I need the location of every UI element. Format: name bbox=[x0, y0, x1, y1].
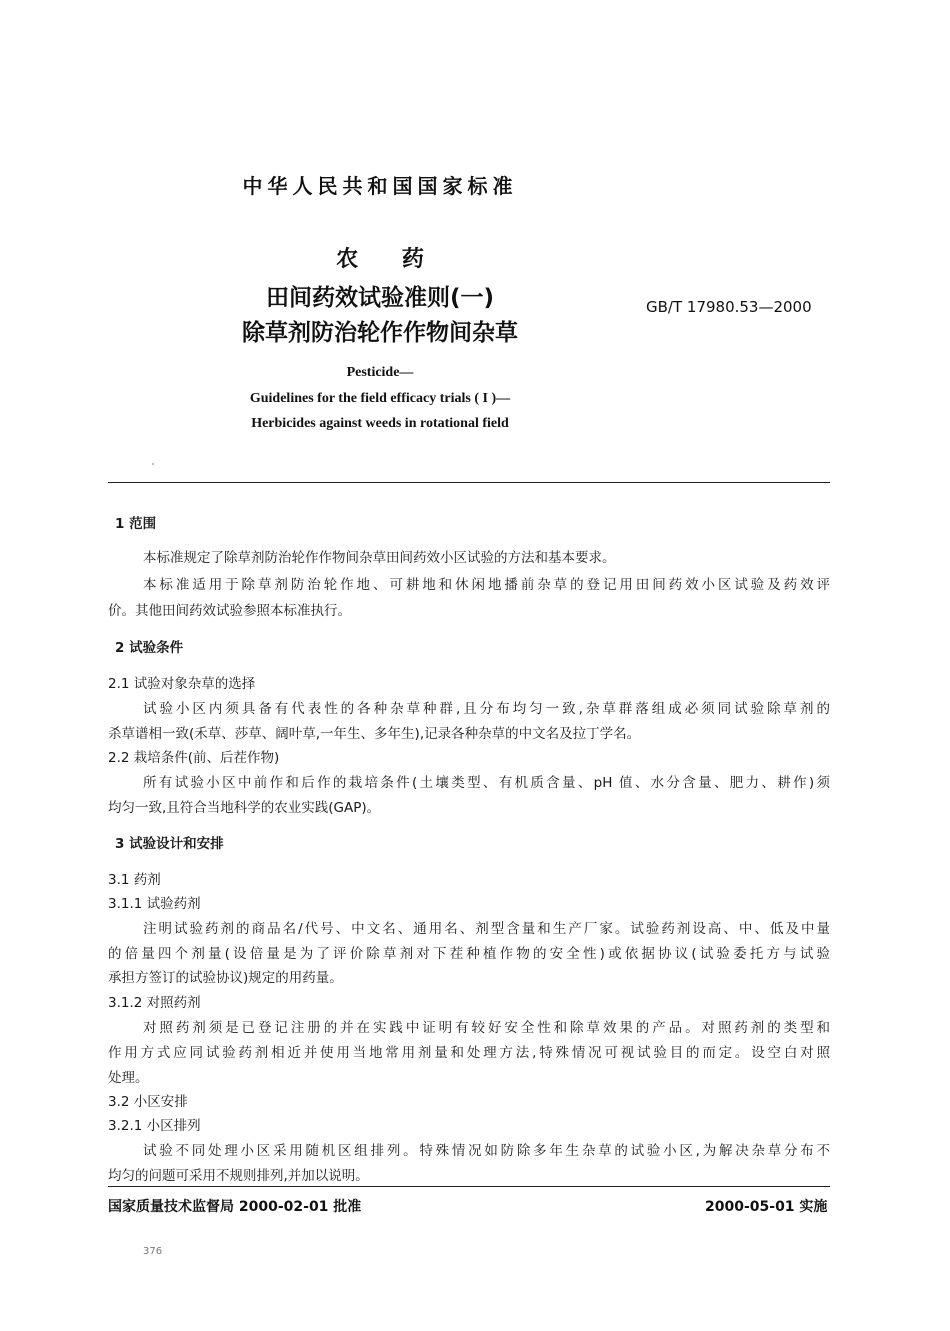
paragraph-line: 对照药剂须是已登记注册的并在实践中证明有较好安全性和除草效果的产品。对照药剂的类型和 bbox=[143, 1020, 830, 1036]
subsection-heading: 3.1 药剂 bbox=[108, 872, 161, 888]
english-title-line: Herbicides against weeds in rotational field bbox=[251, 416, 509, 431]
subsection-heading: 3.2.1 小区排列 bbox=[108, 1118, 201, 1134]
paragraph-line: 试验不同处理小区采用随机区组排列。特殊情况如防除多年生杂草的试验小区,为解决杂草分布不 bbox=[143, 1143, 830, 1159]
section-heading: 1 范围 bbox=[115, 516, 157, 532]
standard-code: GB/T 17980.53—2000 bbox=[646, 298, 812, 316]
paragraph-line: 试验小区内须具备有代表性的各种杂草种群,且分布均匀一致,杂草群落组成必须同试验除草剂的 bbox=[143, 701, 830, 717]
paragraph-line: 承担方签订的试验协议)规定的用药量。 bbox=[108, 970, 343, 986]
subsection-heading: 3.2 小区安排 bbox=[108, 1094, 188, 1110]
section-heading: 3 试验设计和安排 bbox=[115, 836, 224, 852]
approval-date: 国家质量技术监督局 2000-02-01 批准 bbox=[108, 1199, 362, 1215]
paragraph-line: 本标准适用于除草剂防治轮作地、可耕地和休闲地播前杂草的登记用田间药效小区试验及药效评 bbox=[143, 577, 830, 593]
paragraph-line: 注明试验药剂的商品名/代号、中文名、通用名、剂型含量和生产厂家。试验药剂设高、中、低及中量 bbox=[143, 921, 830, 937]
page-number: 376 bbox=[143, 1246, 163, 1257]
subsection-heading: 3.1.1 试验药剂 bbox=[108, 896, 201, 912]
title-pesticide: 农 药 bbox=[336, 247, 424, 272]
subsection-heading: 3.1.2 对照药剂 bbox=[108, 995, 201, 1011]
paragraph-line: 本标准规定了除草剂防治轮作作物间杂草田间药效小区试验的方法和基本要求。 bbox=[143, 550, 616, 566]
footer-divider bbox=[108, 1186, 830, 1187]
subsection-heading: 2.2 栽培条件(前、后茬作物) bbox=[108, 750, 280, 766]
title-guidelines: 田间药效试验准则(一) bbox=[265, 285, 495, 311]
english-title-line: Pesticide— bbox=[346, 365, 414, 380]
paragraph-line: 的倍量四个剂量(设倍量是为了评价除草剂对下茬种植作物的安全性)或依据协议(试验委托方与试验 bbox=[108, 946, 830, 962]
country-title: 中华人民共和国国家标准 bbox=[242, 174, 518, 198]
paragraph-line: 均匀一致,且符合当地科学的农业实践(GAP)。 bbox=[108, 800, 381, 816]
paragraph-line: 作用方式应同试验药剂相近并使用当地常用剂量和处理方法,特殊情况可视试验目的而定。设空白对照 bbox=[108, 1045, 830, 1061]
header-divider bbox=[108, 482, 830, 483]
section-heading: 2 试验条件 bbox=[115, 640, 184, 656]
paragraph-line: 所有试验小区中前作和后作的栽培条件(土壤类型、有机质含量、pH 值、水分含量、肥力、耕作)须 bbox=[143, 775, 830, 791]
paragraph-line: 杀草谱相一致(禾草、莎草、阔叶草,一年生、多年生),记录各种杂草的中文名及拉丁学名。 bbox=[108, 726, 641, 742]
implementation-date: 2000-05-01 实施 bbox=[705, 1199, 828, 1215]
scan-speck bbox=[152, 463, 154, 465]
paragraph-line: 价。其他田间药效试验参照本标准执行。 bbox=[108, 603, 351, 619]
subsection-heading: 2.1 试验对象杂草的选择 bbox=[108, 676, 256, 692]
title-herbicides: 除草剂防治轮作作物间杂草 bbox=[242, 320, 518, 346]
paragraph-line: 均匀的问题可采用不规则排列,并加以说明。 bbox=[108, 1168, 369, 1184]
english-title-line: Guidelines for the field efficacy trials ( I )— bbox=[249, 391, 511, 406]
paragraph-line: 处理。 bbox=[108, 1070, 149, 1086]
